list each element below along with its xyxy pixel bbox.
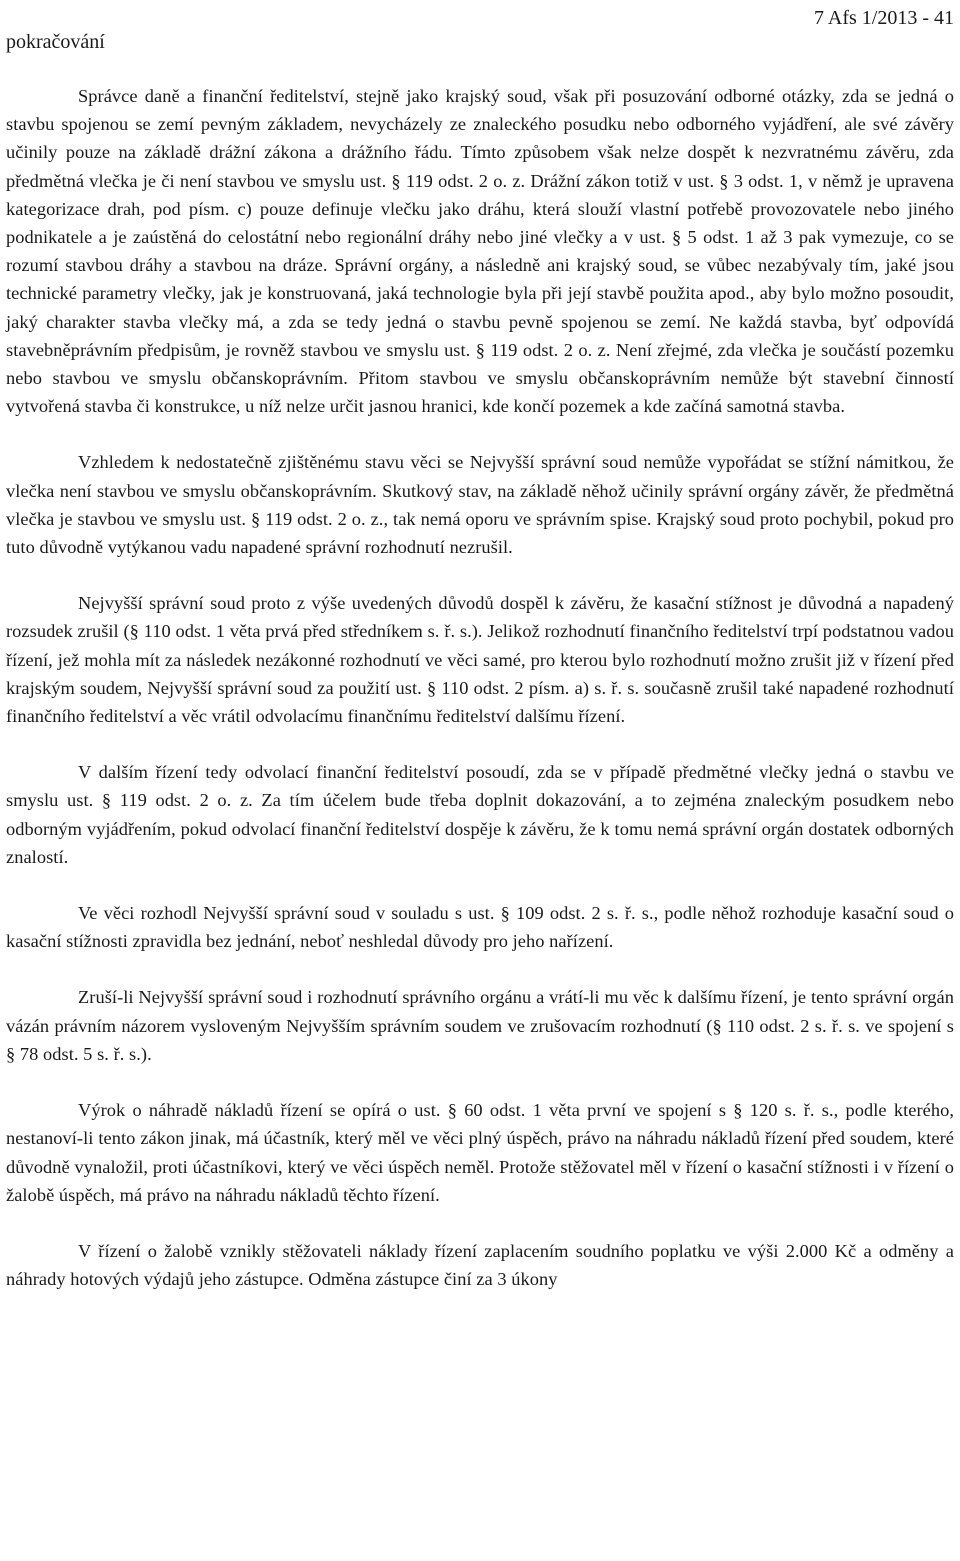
paragraph: Výrok o náhradě nákladů řízení se opírá o ust. § 60 odst. 1 věta první ve spojení s § 120 s. ř. s., podle kterého, nestanoví-li tento zákon jinak, má účastník, který měl ve věci plný úspěch, právo na náhradu nákladů řízení před soudem, které důvodně vynaložil, proti účastníkovi, který ve věci úspěch neměl. Protože stěžovatel měl v řízení o kasační stížnosti i v řízení o žalobě úspěch, má právo na náhradu nákladů těchto řízení. [6,1100,954,1205]
paragraph: Správce daně a finanční ředitelství, stejně jako krajský soud, však při posuzování odborné otázky, zda se jedná o stavbu spojenou se zemí pevným základem, nevycházely ze znaleckého posudku nebo odborného vyjádření, ale své závěry učinily pouze na základě drážní zákona a drážního řádu. Tímto způsobem však nelze dospět k nezvratnému závěru, zda předmětná vlečka je či není stavbou ve smyslu ust. § 119 odst. 2 o. z. Drážní zákon totiž v ust. § 3 odst. 1, v němž je upravena kategorizace drah, pod písm. c) pouze definuje vlečku jako dráhu, která slouží vlastní potřebě provozovatele nebo jiného podnikatele a je zaústěná do celostátní nebo regionální dráhy nebo jiné vlečky a v ust. § 5 odst. 1 až 3 pak vymezuje, co se rozumí stavbou dráhy a stavbou na dráze. Správní orgány, a následně ani krajský soud, se vůbec nezabývaly tím, jaké jsou technické parametry vlečky, jak je konstruovaná, jaká technologie byla při její stavbě použita apod., aby bylo možno posoudit, jaký charakter stavba vlečky má, a zda se tedy jedná o stavbu pevně spojenou se zemí. Ne každá stavba, byť odpovídá stavebněprávním předpisům, je rovněž stavbou ve smyslu ust. § 119 odst. 2 o. z. Není zřejmé, zda vlečka je součástí pozemku nebo stavbou ve smyslu občanskoprávním. Přitom stavbou ve smyslu občanskoprávním nemůže být stavební činností vytvořená stavba či konstrukce, u níž nelze určit jasnou hranici, kde končí pozemek a kde začíná samotná stavba. [6,86,954,417]
page-header [6,6,954,56]
paragraph: Vzhledem k nedostatečně zjištěnému stavu věci se Nejvyšší správní soud nemůže vypořádat se stížní námitkou, že vlečka není stavbou ve smyslu občanskoprávním. Skutkový stav, na základě něhož učinily správní orgány závěr, že předmětná vlečka je stavbou ve smyslu ust. § 119 odst. 2 o. z., tak nemá oporu ve správním spise. Krajský soud proto pochybil, pokud pro tuto důvodně vytýkanou vadu napadené správní rozhodnutí nezrušil. [6,452,954,558]
paragraph: Zruší-li Nejvyšší správní soud i rozhodnutí správního orgánu a vrátí-li mu věc k dalšímu řízení, je tento správní orgán vázán právním názorem vysloveným Nejvyšším správním soudem ve zrušovacím rozhodnutí (§ 110 odst. 2 s. ř. s. ve spojení s § 78 odst. 5 s. ř. s.). [6,987,954,1064]
document-body [6,82,954,1321]
paragraph: Nejvyšší správní soud proto z výše uvedených důvodů dospěl k závěru, že kasační stížnost je důvodná a napadený rozsudek zrušil (§ 110 odst. 1 věta prvá před středníkem s. ř. s.). Jelikož rozhodnutí finančního ředitelství trpí podstatnou vadou řízení, jež mohla mít za následek nezákonné rozhodnutí ve věci samé, pro kterou bylo rozhodnutí možno zrušit již v řízení před krajským soudem, Nejvyšší správní soud za použití ust. § 110 odst. 2 písm. a) s. ř. s. současně zrušil také napadené rozhodnutí finančního ředitelství a věc vrátil odvolacímu finančnímu ředitelství dalšímu řízení. [6,593,954,727]
paragraph: V dalším řízení tedy odvolací finanční ředitelství posoudí, zda se v případě předmětné vlečky jedná o stavbu ve smyslu ust. § 119 odst. 2 o. z. Za tím účelem bude třeba doplnit dokazování, a to zejména znaleckým posudkem nebo odborným vyjádřením, pokud odvolací finanční ředitelství dospěje k závěru, že k tomu nemá správní orgán dostatek odborných znalostí. [6,762,954,867]
paragraph: Ve věci rozhodl Nejvyšší správní soud v souladu s ust. § 109 odst. 2 s. ř. s., podle něhož rozhoduje kasační soud o kasační stížnosti zpravidla bez jednání, neboť neshledal důvody pro jeho nařízení. [6,903,954,952]
case-number: 7 Afs 1/2013 - 41 [814,7,954,29]
paragraph: V řízení o žalobě vznikly stěžovateli náklady řízení zaplacením soudního poplatku ve výši 2.000 Kč a odměny a náhrady hotových výdajů jeho zástupce. Odměna zástupce činí za 3 úkony [6,1240,954,1290]
continuation-label: pokračování [6,31,105,53]
